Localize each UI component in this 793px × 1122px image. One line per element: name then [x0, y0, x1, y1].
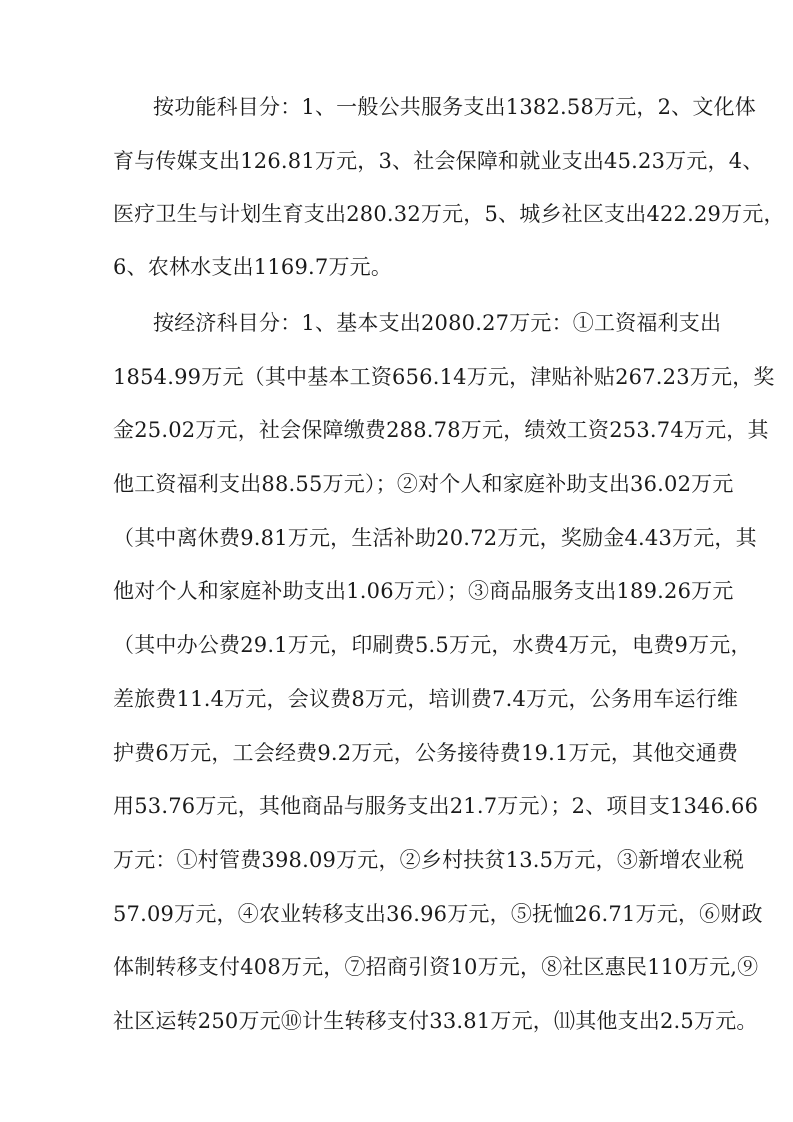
paragraph-2-line-3: 金25.02万元，社会保障缴费288.78万元，绩效工资253.74万元，其 — [113, 418, 769, 442]
paragraph-2-line-13: 体制转移支付408万元，⑦招商引资10万元，⑧社区惠民110万元,⑨ — [113, 955, 759, 979]
paragraph-2-line-10: 用53.76万元，其他商品与服务支出21.7万元）；2、项目支1346.66 — [113, 794, 759, 818]
paragraph-2-line-1: 按经济科目分：1、基本支出2080.27万元：①工资福利支出 — [153, 311, 722, 335]
paragraph-1-line-1: 按功能科目分：1、一般公共服务支出1382.58万元，2、文化体 — [153, 95, 756, 119]
paragraph-2-line-8: 差旅费11.4万元，会议费8万元，培训费7.4万元，公务用车运行维 — [113, 687, 739, 711]
paragraph-2-line-7: （其中办公费29.1万元，印刷费5.5万元，水费4万元，电费9万元， — [113, 633, 752, 657]
paragraph-2-line-4: 他工资福利支出88.55万元）；②对个人和家庭补助支出36.02万元 — [113, 472, 734, 496]
paragraph-1-line-2: 育与传媒支出126.81万元，3、社会保障和就业支出45.23万元，4、 — [113, 149, 764, 173]
paragraph-2-line-12: 57.09万元，④农业转移支出36.96万元，⑤抚恤26.71万元，⑥财政 — [113, 902, 763, 926]
paragraph-2-line-14: 社区运转250万元⑩计生转移支付33.81万元，⑾其他支出2.5万元。 — [113, 1009, 758, 1033]
paragraph-2-line-2: 1854.99万元（其中基本工资656.14万元，津贴补贴267.23万元，奖 — [113, 365, 775, 389]
paragraph-2-line-9: 护费6万元，工会经费9.2万元，公务接待费19.1万元，其他交通费 — [113, 741, 739, 765]
paragraph-2-line-6: 他对个人和家庭补助支出1.06万元）；③商品服务支出189.26万元 — [113, 579, 734, 603]
paragraph-2-line-11: 万元：①村管费398.09万元，②乡村扶贫13.5万元，③新增农业税 — [113, 848, 745, 872]
paragraph-1-line-4: 6、农林水支出1169.7万元。 — [113, 255, 393, 279]
paragraph-2-line-5: （其中离休费9.81万元，生活补助20.72万元，奖励金4.43万元，其 — [113, 526, 757, 550]
paragraph-1-line-3: 医疗卫生与计划生育支出280.32万元，5、城乡社区支出422.29万元， — [113, 202, 785, 226]
